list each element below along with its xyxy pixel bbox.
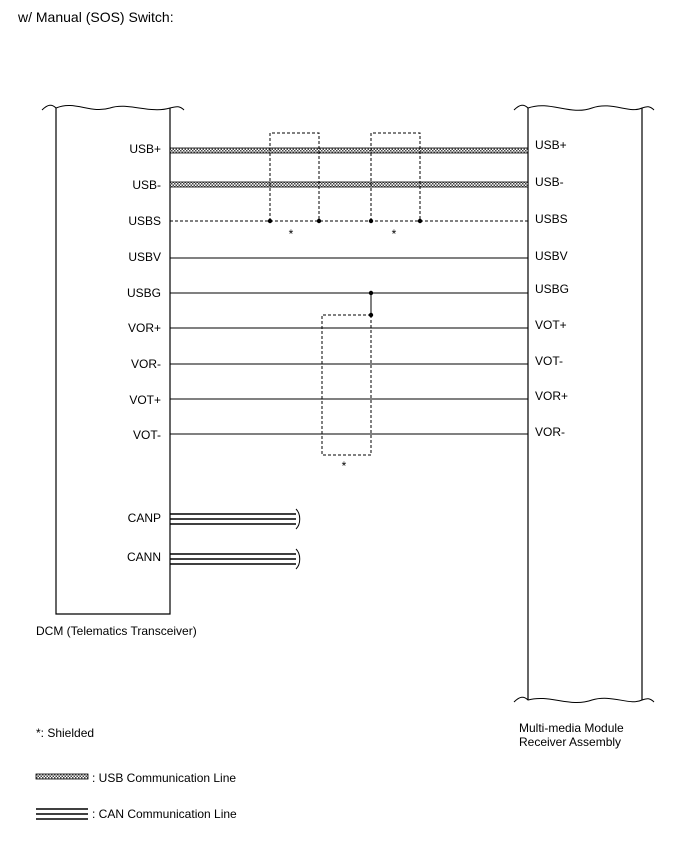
dcm-pin-vor-minus: VOR-: [131, 357, 161, 371]
audio-shield: [322, 291, 373, 455]
module-label-line1: Multi-media Module: [519, 721, 624, 735]
cann-line: [170, 549, 300, 569]
legend-can-swatch: [36, 809, 88, 819]
usb-plus-line: [170, 148, 528, 153]
dcm-pin-vot-plus: VOT+: [129, 393, 161, 407]
dcm-pin-usb-minus: USB-: [132, 178, 161, 192]
usb-shield-right: [369, 133, 422, 223]
module-pin-usbg: USBG: [535, 282, 570, 296]
module-label-line2: Receiver Assembly: [519, 735, 622, 749]
diagram-title: w/ Manual (SOS) Switch:: [18, 9, 174, 25]
module-pin-vor-plus: VOR+: [535, 389, 569, 403]
dcm-label: DCM (Telematics Transceiver): [36, 624, 197, 638]
legend-can-label: : CAN Communication Line: [92, 807, 237, 821]
module-pin-usbv: USBV: [535, 249, 568, 263]
shield-mark-2: *: [391, 227, 397, 241]
module-pin-usb-minus: USB-: [535, 175, 564, 189]
dcm-pin-canp: CANP: [127, 511, 161, 525]
legend-usb-label: : USB Communication Line: [92, 771, 237, 785]
module-pin-usbs: USBS: [535, 212, 568, 226]
dcm-pin-vot-minus: VOT-: [132, 428, 161, 442]
dcm-pin-cann: CANN: [126, 550, 161, 564]
usb-shield-left: [268, 133, 321, 223]
legend-usb-swatch: [36, 774, 88, 779]
module-pin-usb-plus: USB+: [535, 138, 567, 152]
multimedia-module-box: [514, 105, 654, 702]
usb-minus-line: [170, 182, 528, 187]
legend-shielded: *: Shielded: [36, 726, 95, 740]
shield-mark-3: *: [341, 459, 347, 473]
module-pin-vot-minus: VOT-: [535, 354, 564, 368]
dcm-pin-usbv: USBV: [128, 250, 161, 264]
canp-line: [170, 509, 300, 529]
dcm-pin-vor-plus: VOR+: [127, 321, 161, 335]
dcm-pin-usb-plus: USB+: [129, 142, 161, 156]
dcm-pin-usbs: USBS: [128, 214, 161, 228]
module-pin-vor-minus: VOR-: [535, 425, 565, 439]
dcm-pin-usbg: USBG: [126, 286, 161, 300]
dcm-box: [42, 105, 184, 614]
module-pin-vot-plus: VOT+: [535, 318, 567, 332]
shield-mark-1: *: [288, 227, 294, 241]
